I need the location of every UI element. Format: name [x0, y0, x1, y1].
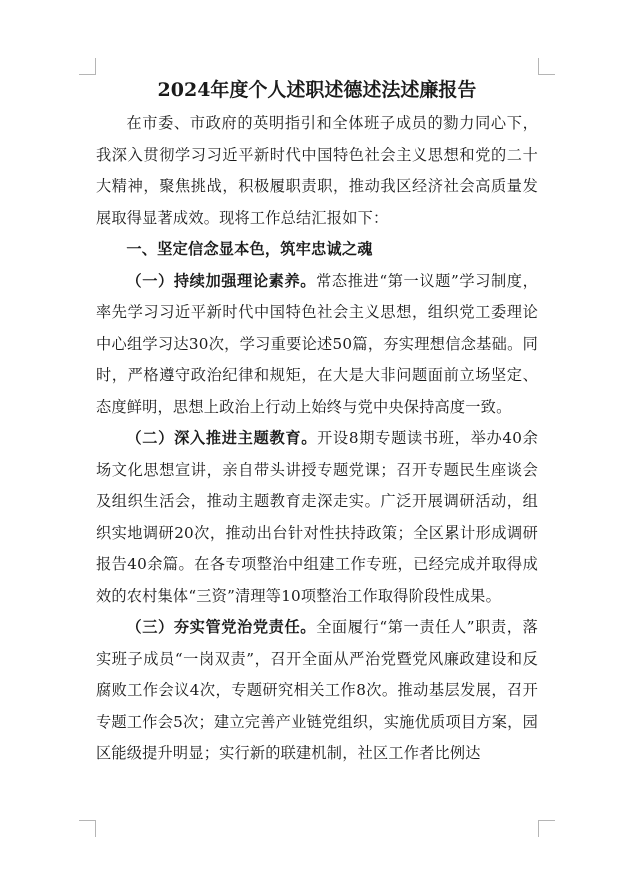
paragraph-lead: （二）深入推进主题教育。 — [126, 429, 318, 447]
page-corner-mark — [79, 820, 96, 837]
paragraph-text: 开设8期专题读书班，举办40余场文化思想宣讲，亲自带头讲授专题党课；召开专题民生座谈会及组织生活会，推动主题教育走深走实。广泛开展调研活动，组织实地调研20次，推动出台针对性扶持政策；全区累计形成调研报告40余篇。在各专项整治中组建工作专班，已经完成并取得成效的农村集体“三资”清理等10项整治工作取得阶段性成果。 — [96, 429, 538, 605]
page-corner-mark — [538, 58, 555, 75]
page-corner-mark — [79, 58, 96, 75]
body-paragraph — [96, 423, 538, 612]
section-heading: 一、坚定信念显本色，筑牢忠诚之魂 — [126, 240, 373, 258]
body-paragraph — [96, 612, 538, 770]
document-body — [96, 76, 538, 770]
paragraph-lead: （三）夯实管党治党责任。 — [126, 618, 317, 636]
document-title: 2024年度个人述职述德述法述廉报告 — [157, 79, 477, 101]
page-corner-mark — [538, 820, 555, 837]
paragraph-lead: （一）持续加强理论素养。 — [126, 271, 317, 290]
body-paragraph — [96, 266, 538, 424]
paragraph-text: 常态推进“第一议题”学习制度，率先学习习近平新时代中国特色社会主义思想，组织党工委理论中心组学习达30次，学习重要论述50篇，夯实理想信念基础。同时，严格遵守政治纪律和规矩，在大是大非问题面前立场坚定、态度鲜明，思想上政治上行动上始终与党中央保持高度一致。 — [96, 271, 539, 416]
paragraph-text: 全面履行“第一责任人”职责，落实班子成员“一岗双责”，召开全面从严治党暨党风廉政建设和反腐败工作会议4次，专题研究相关工作8次。推动基层发展，召开专题工作会5次；建立完善产业链党组织，实施优质项目方案，园区能级提升明显；实行新的联建机制，社区工作者比例达 — [96, 618, 539, 762]
intro-paragraph: 在市委、市政府的英明指引和全体班子成员的勠力同心下，我深入贯彻学习习近平新时代中国特色社会主义思想和党的二十大精神，聚焦挑战，积极履职责职，推动我区经济社会高质量发展取得显著成效。现将工作总结汇报如下： — [96, 114, 538, 227]
